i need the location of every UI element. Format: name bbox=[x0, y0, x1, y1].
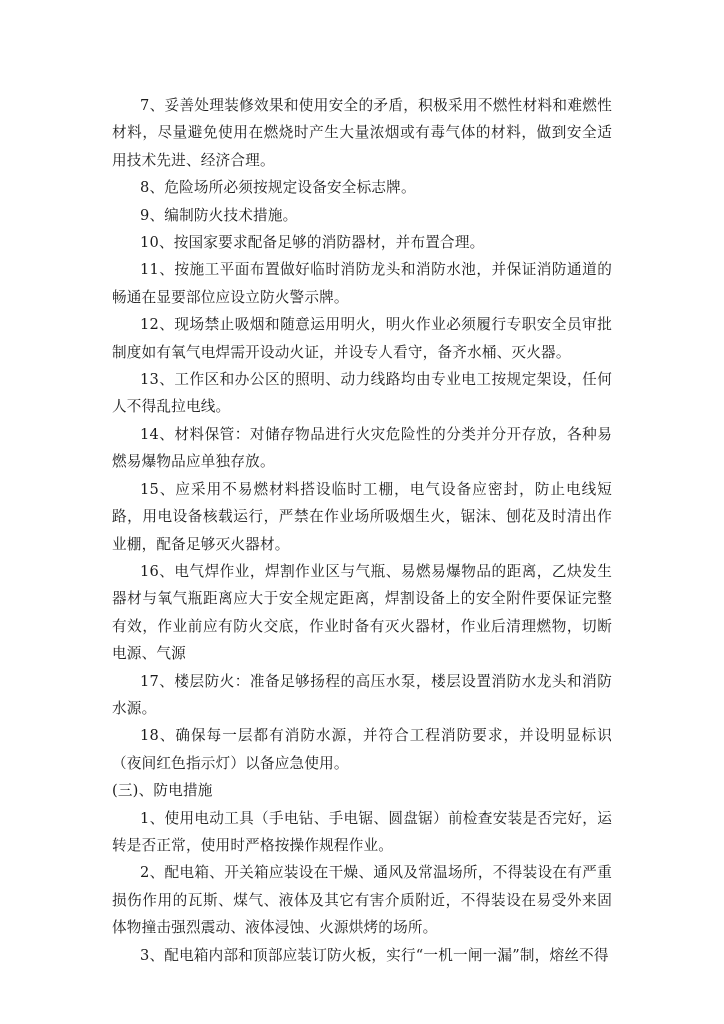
paragraph-16: 16、电气焊作业，焊割作业区与气瓶、易燃易爆物品的距离，乙炔发生器材与氧气瓶距离应大于安全规定距离，焊割设备上的安全附件要保证完整有效，作业前应有防火交底，作业时备有灭火器材，作业后清理燃物，切断电源、气源 bbox=[112, 562, 612, 663]
section-paragraph-2: 2、配电箱、开关箱应装设在干燥、通风及常温场所，不得装设在有严重损伤作用的瓦斯、煤气、液体及其它有害介质附近，不得装设在易受外来固体物撞击强烈震动、液体浸蚀、火源烘烤的场所。 bbox=[112, 864, 612, 937]
paragraph-7: 7、妥善处理装修效果和使用安全的矛盾，积极采用不燃性材料和难燃性材料，尽量避免使用在燃烧时产生大量浓烟或有毒气体的材料，做到安全适用技术先进、经济合理。 bbox=[112, 97, 612, 169]
section-paragraph-3: 3、配电箱内部和顶部应装订防火板，实行“一机一闸一漏”制，熔丝不得 bbox=[140, 946, 609, 964]
section-heading: (三)、防电措施 bbox=[112, 782, 213, 800]
paragraph-17: 17、楼层防火：准备足够扬程的高压水泵，楼层设置消防水龙头和消防水源。 bbox=[112, 672, 612, 717]
paragraph-11: 11、按施工平面布置做好临时消防龙头和消防水池，并保证消防通道的畅通在显要部位应设立防火警示牌。 bbox=[112, 261, 612, 306]
document-body bbox=[112, 92, 612, 969]
paragraph-14: 14、材料保管：对储存物品进行火灾危险性的分类并分开存放，各种易燃易爆物品应单独存放。 bbox=[112, 425, 612, 471]
paragraph-13: 13、工作区和办公区的照明、动力线路均由专业电工按规定架设，任何人不得乱拉电线。 bbox=[112, 371, 612, 416]
paragraph-12: 12、现场禁止吸烟和随意运用明火，明火作业必须履行专职安全员审批制度如有氧气电焊需开设动火证，并设专人看守，备齐水桶、灭火器。 bbox=[112, 316, 612, 361]
paragraph-18: 18、确保每一层都有消防水源，并符合工程消防要求，并设明显标识（夜间红色指示灯）以备应急使用。 bbox=[112, 727, 612, 772]
section-paragraph-1: 1、使用电动工具（手电钻、手电锯、圆盘锯）前检查安装是否完好，运转是否正常，使用时严格按操作规程作业。 bbox=[112, 809, 612, 854]
paragraph-10: 10、按国家要求配备足够的消防器材，并布置合理。 bbox=[140, 234, 485, 252]
paragraph-15: 15、应采用不易燃材料搭设临时工棚，电气设备应密封，防止电线短路，用电设备核载运行，严禁在作业场所吸烟生火，锯沫、刨花及时清出作业棚，配备足够灭火器材。 bbox=[112, 480, 612, 553]
paragraph-9: 9、编制防火技术措施。 bbox=[140, 206, 298, 224]
paragraph-8: 8、危险场所必须按规定设备安全标志牌。 bbox=[140, 179, 416, 197]
